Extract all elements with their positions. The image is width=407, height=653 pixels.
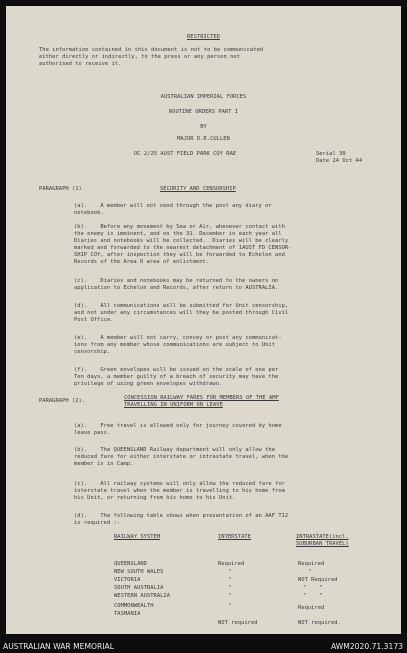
table-header-railway: RAILWAY SYSTEM [114, 534, 161, 540]
notice-line: authorised to receive it. [39, 61, 122, 67]
issue-date: Date 24 Oct 44 [316, 158, 363, 164]
para1-f-line: Ten days, a member guilty of a breach of security may have the [74, 374, 279, 380]
paragraph-1-label: PARAGRAPH (1) [39, 186, 82, 192]
table-cell-interstate: Required [218, 561, 245, 567]
para2-d-line: (d). The following table shows when presentation of an AAF T12 [74, 513, 289, 519]
by-heading: BY [200, 124, 207, 130]
table-header-interstate: INTERSTATE [218, 534, 251, 540]
table-cell-intrastate: " " [303, 585, 323, 591]
para1-e-line: ions from any member whose communications are subject to Unit [74, 342, 276, 348]
para1-c-line: application to Echelon and Records, after return to AUSTRALIA. [74, 285, 279, 291]
para1-a-line: (a). A member will not send through the post any diary or [74, 203, 272, 209]
table-cell-interstate: " [228, 603, 232, 609]
table-cell-railway: NEW SOUTH WALES [114, 569, 164, 575]
notice-line: either directly or indirectly, to the press or any person not [39, 54, 241, 60]
table-cell-railway: TASMANIA [114, 611, 141, 617]
table-cell-interstate: " [228, 569, 232, 575]
paragraph-2-title: TRAVELLING IN UNIFORM ON LEAVE [124, 402, 223, 408]
para2-b-line: reduced fare for either interstate or intrastate travel, when the [74, 454, 289, 460]
footer-institution: AUSTRALIAN WAR MEMORIAL [3, 642, 114, 651]
para2-c-line: interstate travel when the member is travelling to his home from [74, 488, 285, 494]
table-cell-railway: WESTERN AUSTRALIA [114, 593, 171, 599]
table-cell-intrastate: " " [303, 593, 323, 599]
para2-d-line: is required :- [74, 520, 121, 526]
para1-b-line: Records of the Area O area of enlistment. [74, 259, 210, 265]
table-cell-railway: COMMONWEALTH [114, 603, 154, 609]
para2-b-line: (b). The QUEENSLAND Railway department will only allow the [74, 447, 276, 453]
para1-f-line: (f). Green envelopes will be issued on the scale of one per [74, 367, 279, 373]
table-header-intrastate: SUBURBAN TRAVEL) [296, 541, 349, 547]
para1-b-line: SHIP COY, after inspection they will be forwarded to Echelon and [74, 252, 285, 258]
unit-heading: OC 2/25 AUST FIELD PARK COY RAE [134, 151, 237, 157]
document-page [6, 6, 401, 634]
para2-a-line: leave pass. [74, 430, 111, 436]
paragraph-2-title: CONCESSION RAILWAY FARES FOR MEMBERS OF THE AMF [124, 395, 279, 401]
para1-c-line: (c). Diaries and notebooks may be returned to the owners on [74, 278, 279, 284]
serial-number: Serial 30 [316, 151, 346, 157]
table-header-intrastate: INTRASTATE(incl. [296, 534, 349, 540]
footer-accession-id: AWM2020.71.3173 [331, 642, 403, 651]
para2-c-line: (c). All railway systems will only allow the reduced fare for [74, 481, 285, 487]
paragraph-1-title: SECURITY AND CENSORSHIP [160, 186, 236, 192]
para1-e-line: censorship. [74, 349, 111, 355]
para1-b-line: the enemy is imminent, and on the 31. December in each year all [74, 231, 282, 237]
para1-d-line: Post Office. [74, 317, 114, 323]
table-cell-intrastate: Required [298, 561, 325, 567]
para2-c-line: his Unit, or returning from his home to his Unit. [74, 495, 236, 501]
major-heading: MAJOR D.R.CULLEN [177, 136, 230, 142]
table-cell-interstate: " [228, 585, 232, 591]
table-cell-intrastate: Required [298, 605, 325, 611]
table-cell-interstate: NOT required [218, 620, 258, 626]
force-heading: AUSTRALIAN IMPERIAL FORCES [160, 94, 247, 100]
para2-a-line: (a). Free travel is allowed only for journey covered by home [74, 423, 282, 429]
para1-f-line: privilege of using green envelopes withdrawn. [74, 381, 223, 387]
archive-footer [0, 640, 407, 653]
table-cell-intrastate: NOT Required [298, 577, 338, 583]
table-cell-interstate: " [228, 593, 232, 599]
notice-line: The information contained in this document is not to be communicated [39, 47, 264, 53]
orders-heading: ROUTINE ORDERS PART I [168, 109, 239, 115]
paragraph-2-label: PARAGRAPH (2). [39, 398, 86, 404]
para1-b-line: (b). Before any movement by Sea or Air, whenever contact with [74, 224, 285, 230]
table-cell-railway: QUEENSLAND [114, 561, 147, 567]
para1-e-line: (e). A member will not carry, convey or post any communicat- [74, 335, 282, 341]
para1-d-line: and not under any circumstances will they be posted through Civil [74, 310, 289, 316]
table-cell-railway: VICTORIA [114, 577, 141, 583]
table-cell-intrastate: " [308, 569, 312, 575]
para1-d-line: (d). All communications will be submitted for Unit censorship, [74, 303, 289, 309]
para2-b-line: member is in Camp. [74, 461, 134, 467]
table-cell-intrastate: NOT required. [298, 620, 341, 626]
para1-a-line: notebook. [74, 210, 104, 216]
para1-b-line: marked and forwarded to the nearest detachment of 1AUST FD CENSOR- [74, 245, 292, 251]
table-cell-railway: SOUTH AUSTRALIA [114, 585, 164, 591]
restricted-heading: RESTRICTED [187, 34, 220, 40]
para1-b-line: Diaries and notebooks will be collected. Diaries will be clearly [74, 238, 289, 244]
table-cell-interstate: " [228, 577, 232, 583]
